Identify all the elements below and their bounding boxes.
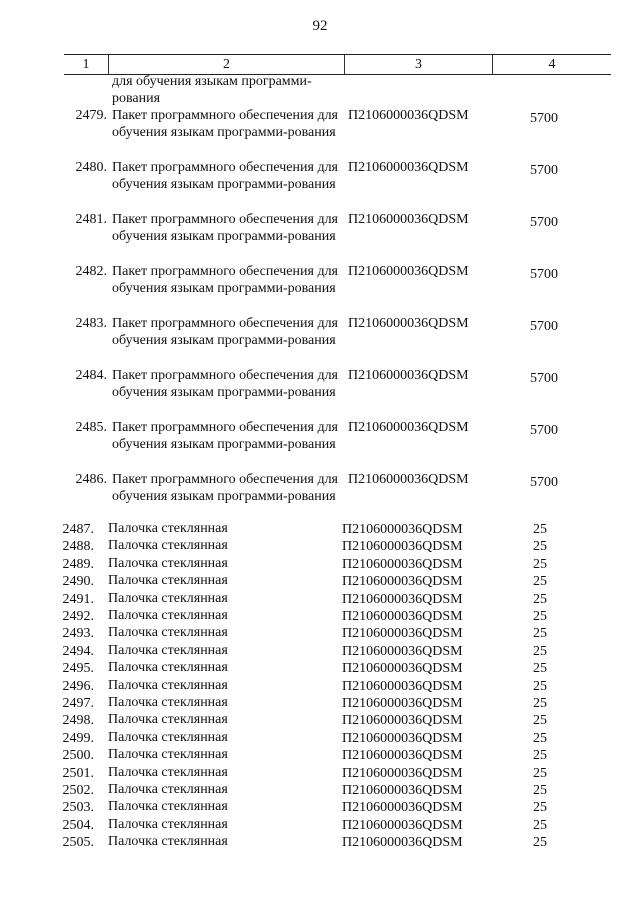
table-row	[0, 108, 640, 160]
row-quantity: 5700	[530, 215, 558, 230]
table-row	[0, 799, 640, 816]
row-name: Палочка стеклянная	[108, 816, 228, 832]
table-row	[0, 521, 640, 538]
column-header-2: 2	[108, 55, 344, 74]
row-number: 2481.	[75, 212, 107, 227]
table-row	[0, 573, 640, 590]
row-code: П2106000036QDSM	[342, 661, 463, 677]
table-row	[0, 472, 640, 524]
row-quantity: 5700	[530, 163, 558, 178]
row-name: Палочка стеклянная	[108, 677, 228, 693]
row-code: П2106000036QDSM	[342, 556, 463, 572]
row-number: 2502.	[62, 783, 94, 798]
row-quantity: 25	[533, 835, 547, 851]
row-number: 2500.	[62, 748, 94, 764]
row-quantity: 25	[533, 696, 547, 711]
table-row	[0, 316, 640, 368]
row-quantity: 25	[533, 609, 547, 624]
table-row	[0, 368, 640, 420]
row-quantity: 25	[533, 678, 547, 694]
row-code: П2106000036QDSM	[348, 108, 469, 123]
table-row	[0, 660, 640, 677]
column-header-4: 4	[492, 55, 611, 74]
row-name: Палочка стеклянная	[108, 573, 228, 589]
row-name: Палочка стеклянная	[108, 521, 228, 536]
row-code: П2106000036QDSM	[342, 835, 463, 851]
row-name: Палочка стеклянная	[108, 625, 228, 641]
row-quantity: 5700	[530, 423, 558, 438]
row-code: П2106000036QDSM	[342, 539, 463, 555]
table-row	[0, 264, 640, 316]
row-code: П2106000036QDSM	[342, 643, 463, 659]
row-code: П2106000036QDSM	[342, 713, 463, 729]
row-number: 2483.	[75, 316, 107, 331]
row-code: П2106000036QDSM	[348, 264, 469, 279]
row-name: Палочка стеклянная	[108, 747, 228, 763]
table-row	[0, 420, 640, 472]
row-code: П2106000036QDSM	[342, 748, 463, 764]
row-code: П2106000036QDSM	[348, 368, 469, 383]
row-quantity: 25	[533, 817, 547, 833]
row-name: Палочка стеклянная	[108, 590, 228, 606]
table-row	[0, 712, 640, 729]
row-code: П2106000036QDSM	[342, 626, 463, 642]
row-name: Палочка стеклянная	[108, 642, 228, 658]
table-row	[0, 765, 640, 782]
row-code: П2106000036QDSM	[342, 678, 463, 694]
row-code: П2106000036QDSM	[342, 783, 463, 798]
row-number: 2490.	[62, 574, 94, 590]
row-code: П2106000036QDSM	[348, 212, 469, 227]
row-name: Палочка стеклянная	[108, 538, 228, 554]
row-code: П2106000036QDSM	[348, 420, 469, 435]
row-number: 2482.	[75, 264, 107, 279]
row-name: Пакет программного обеспечения для обучения языкам программи-рования	[112, 420, 338, 452]
row-name: Палочка стеклянная	[108, 799, 228, 815]
table-row	[0, 608, 640, 625]
row-code: П2106000036QDSM	[342, 574, 463, 590]
row-quantity: 25	[533, 643, 547, 659]
row-number: 2495.	[62, 661, 94, 677]
row-name: Палочка стеклянная	[108, 555, 228, 571]
table-row	[0, 678, 640, 695]
row-code: П2106000036QDSM	[342, 800, 463, 816]
row-quantity: 5700	[530, 111, 558, 126]
row-quantity: 25	[533, 591, 547, 607]
table-row	[0, 212, 640, 264]
row-quantity: 25	[533, 713, 547, 729]
row-quantity: 25	[533, 765, 547, 781]
row-number: 2488.	[62, 539, 94, 555]
row-code: П2106000036QDSM	[348, 316, 469, 331]
row-quantity: 25	[533, 626, 547, 642]
row-code: П2106000036QDSM	[342, 765, 463, 781]
row-name: Палочка стеклянная	[108, 695, 228, 710]
table-row	[0, 817, 640, 834]
row-number: 2484.	[75, 368, 107, 383]
row-quantity: 25	[533, 730, 547, 746]
row-quantity: 25	[533, 539, 547, 555]
row-number: 2487.	[62, 522, 94, 537]
table-row	[0, 782, 640, 799]
row-name: Палочка стеклянная	[108, 764, 228, 780]
row-quantity: 25	[533, 748, 547, 764]
table-row	[0, 695, 640, 712]
table-row	[0, 538, 640, 555]
row-number: 2492.	[62, 609, 94, 624]
table-row	[0, 747, 640, 764]
row-number: 2505.	[62, 835, 94, 851]
row-number: 2485.	[75, 420, 107, 435]
row-name: Палочка стеклянная	[108, 608, 228, 623]
row-number: 2504.	[62, 817, 94, 833]
row-quantity: 5700	[530, 267, 558, 282]
row-name: Пакет программного обеспечения для обучения языкам программи-рования	[112, 160, 338, 192]
row-number: 2503.	[62, 800, 94, 816]
row-number: 2491.	[62, 591, 94, 607]
row-name: Палочка стеклянная	[108, 712, 228, 728]
row-code: П2106000036QDSM	[342, 696, 463, 711]
row-code: П2106000036QDSM	[348, 472, 469, 487]
row-number: 2499.	[62, 730, 94, 746]
table-row	[0, 834, 640, 851]
table-row	[0, 591, 640, 608]
row-quantity: 25	[533, 522, 547, 537]
row-quantity: 25	[533, 574, 547, 590]
row-code: П2106000036QDSM	[342, 522, 463, 537]
row-name: Палочка стеклянная	[108, 782, 228, 797]
row-name: Пакет программного обеспечения для обучения языкам программи-рования	[112, 368, 338, 400]
row-quantity: 25	[533, 556, 547, 572]
row-name: Палочка стеклянная	[108, 729, 228, 745]
row-quantity: 5700	[530, 371, 558, 386]
row-number: 2501.	[62, 765, 94, 781]
row-name: Пакет программного обеспечения для обучения языкам программи-рования	[112, 212, 338, 244]
row-number: 2479.	[75, 108, 107, 123]
column-header-1: 1	[82, 56, 90, 72]
column-header-3: 3	[344, 55, 492, 74]
row-code: П2106000036QDSM	[342, 591, 463, 607]
row-name: Пакет программного обеспечения для обучения языкам программи-рования	[112, 264, 338, 296]
row-code: П2106000036QDSM	[342, 817, 463, 833]
row-name: Пакет программного обеспечения для обучения языкам программи-рования	[112, 472, 338, 504]
row-quantity: 5700	[530, 475, 558, 490]
row-number: 2489.	[62, 556, 94, 572]
table-row	[0, 160, 640, 212]
table-row	[0, 625, 640, 642]
row-code: П2106000036QDSM	[348, 160, 469, 175]
table-row	[0, 556, 640, 573]
row-number: 2486.	[75, 472, 107, 487]
row-name: Палочка стеклянная	[108, 660, 228, 676]
table-row	[0, 643, 640, 660]
row-code: П2106000036QDSM	[342, 609, 463, 624]
row-number: 2496.	[62, 678, 94, 694]
row-code: П2106000036QDSM	[342, 730, 463, 746]
row-number: 2498.	[62, 713, 94, 729]
table-row	[0, 730, 640, 747]
row-number: 2480.	[75, 160, 107, 175]
row-number: 2493.	[62, 626, 94, 642]
row-number: 2494.	[62, 643, 94, 659]
row-quantity: 25	[533, 661, 547, 677]
row-quantity: 25	[533, 783, 547, 798]
row-name: Пакет программного обеспечения для обучения языкам программи-рования	[112, 108, 338, 140]
row-number: 2497.	[62, 696, 94, 711]
continued-text: для обучения языкам программи- рования	[112, 74, 312, 106]
table-header	[64, 54, 611, 75]
page-number: 92	[312, 18, 328, 34]
row-quantity: 5700	[530, 319, 558, 334]
row-name: Пакет программного обеспечения для обучения языкам программи-рования	[112, 316, 338, 348]
row-name: Палочка стеклянная	[108, 834, 228, 850]
row-quantity: 25	[533, 800, 547, 816]
